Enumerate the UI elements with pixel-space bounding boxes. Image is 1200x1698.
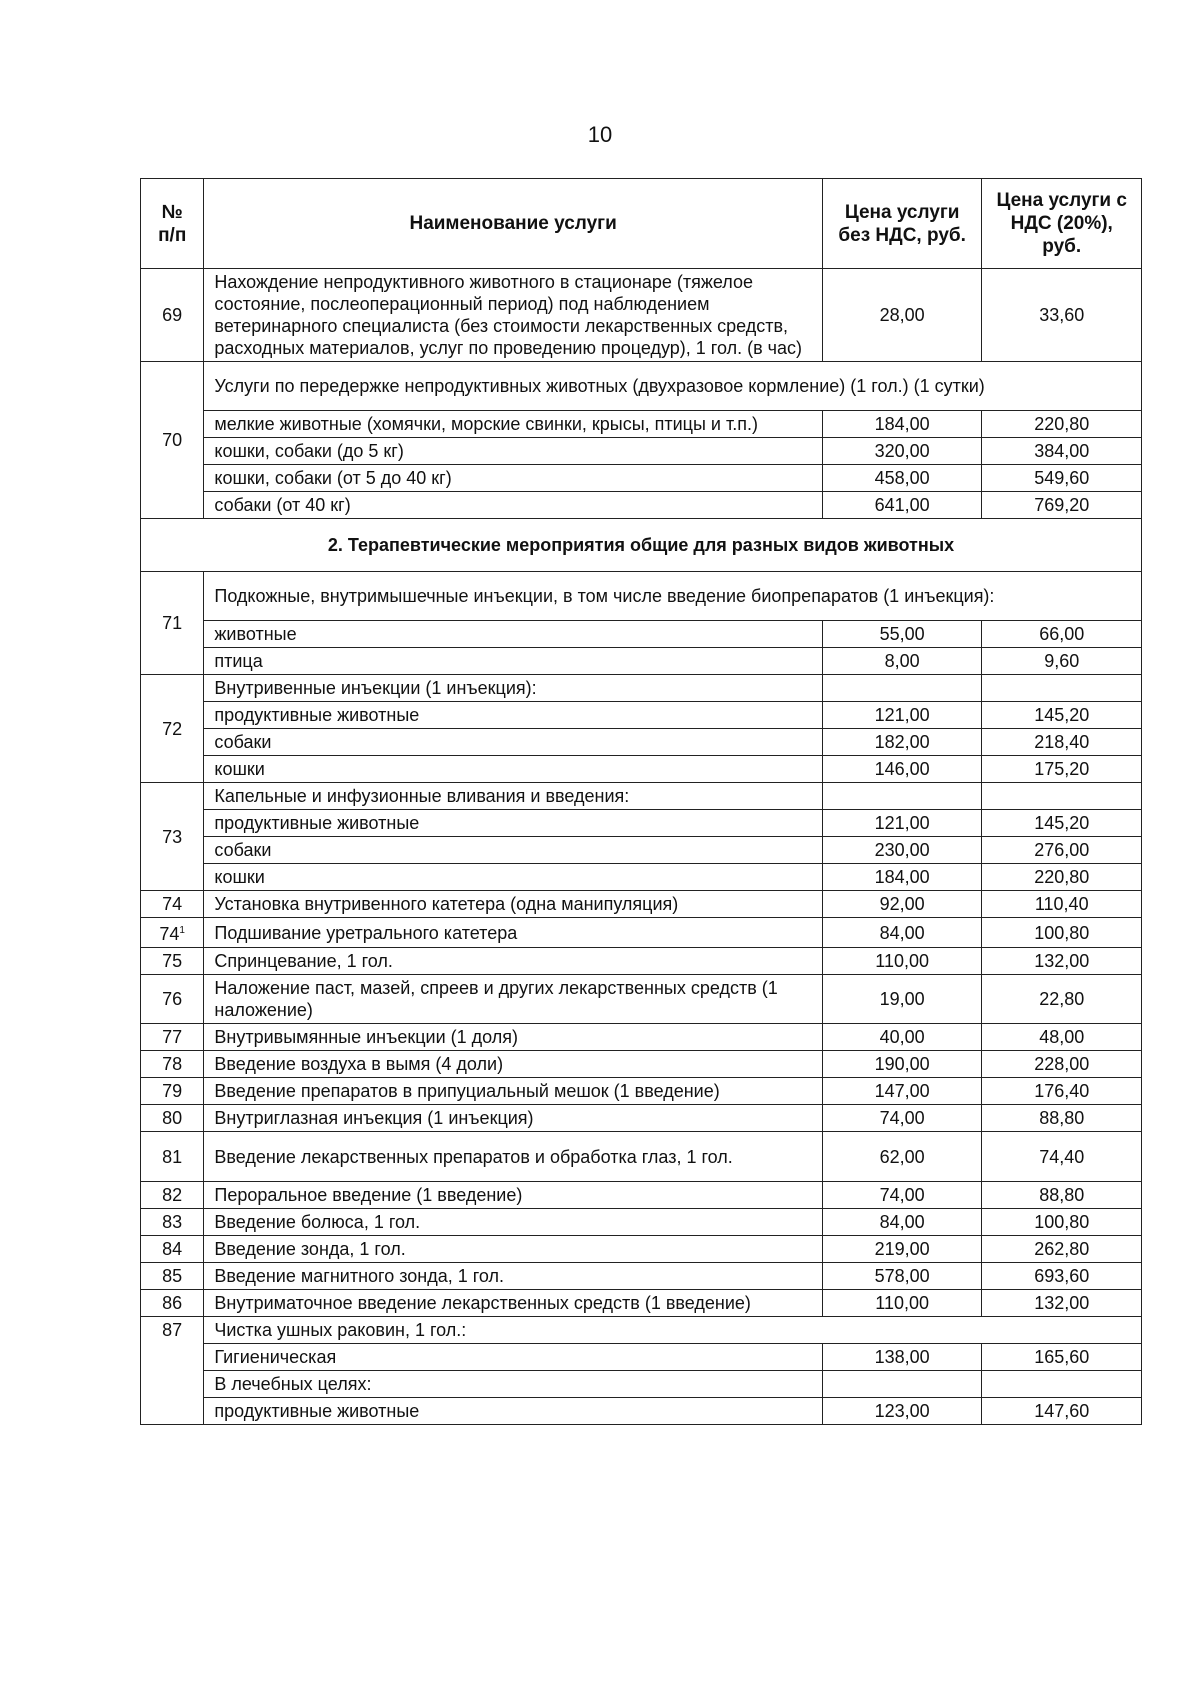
- row-name: кошки, собаки (до 5 кг): [204, 438, 823, 465]
- price-no-vat: 8,00: [822, 648, 982, 675]
- price-vat: 22,80: [982, 975, 1142, 1024]
- row-num: 74: [141, 891, 204, 918]
- table-row: [141, 1182, 1142, 1209]
- table-row: [141, 1078, 1142, 1105]
- table-row: [141, 621, 1142, 648]
- table-row: [141, 948, 1142, 975]
- price-vat: 220,80: [982, 411, 1142, 438]
- price-vat: 88,80: [982, 1105, 1142, 1132]
- row-num: 75: [141, 948, 204, 975]
- price-no-vat: 121,00: [822, 810, 982, 837]
- row-name: Внутриглазная инъекция (1 инъекция): [204, 1105, 823, 1132]
- price-vat: 693,60: [982, 1263, 1142, 1290]
- table-row: [141, 362, 1142, 411]
- price-vat: 176,40: [982, 1078, 1142, 1105]
- table-row: [141, 438, 1142, 465]
- row-num: 80: [141, 1105, 204, 1132]
- table-row: [141, 729, 1142, 756]
- price-no-vat: 110,00: [822, 1290, 982, 1317]
- table-row: [141, 411, 1142, 438]
- row-num: 72: [141, 675, 204, 783]
- price-vat: 276,00: [982, 837, 1142, 864]
- price-vat: 100,80: [982, 918, 1142, 948]
- price-no-vat: 74,00: [822, 1182, 982, 1209]
- price-vat: 110,40: [982, 891, 1142, 918]
- row-num: 85: [141, 1263, 204, 1290]
- table-row: [141, 756, 1142, 783]
- price-no-vat: 184,00: [822, 864, 982, 891]
- table-row: [141, 1024, 1142, 1051]
- table-row: [141, 1132, 1142, 1182]
- price-vat: 100,80: [982, 1209, 1142, 1236]
- row-name: продуктивные животные: [204, 1398, 823, 1425]
- empty-cell: [822, 1371, 982, 1398]
- empty-cell: [982, 675, 1142, 702]
- price-vat: 147,60: [982, 1398, 1142, 1425]
- price-vat: 175,20: [982, 756, 1142, 783]
- price-no-vat: 74,00: [822, 1105, 982, 1132]
- row-name: Введение препаратов в припуциальный мешок (1 введение): [204, 1078, 823, 1105]
- empty-cell: [982, 783, 1142, 810]
- price-no-vat: 19,00: [822, 975, 982, 1024]
- price-no-vat: 84,00: [822, 918, 982, 948]
- price-table: [140, 178, 1142, 1425]
- table-row: [141, 783, 1142, 810]
- row-num: 69: [141, 269, 204, 362]
- row-num-superscript: 1: [179, 925, 185, 936]
- table-row: [141, 918, 1142, 948]
- table-row: [141, 1236, 1142, 1263]
- table-row: [141, 572, 1142, 621]
- price-vat: 549,60: [982, 465, 1142, 492]
- price-vat: 218,40: [982, 729, 1142, 756]
- price-no-vat: 230,00: [822, 837, 982, 864]
- row-name: собаки (от 40 кг): [204, 492, 823, 519]
- header-num: № п/п: [141, 179, 204, 269]
- table-row: [141, 1317, 1142, 1344]
- row-name: Внутривымянные инъекции (1 доля): [204, 1024, 823, 1051]
- table-row: [141, 492, 1142, 519]
- section-title: 2. Терапевтические мероприятия общие для разных видов животных: [141, 519, 1142, 572]
- group-header: Внутривенные инъекции (1 инъекция):: [204, 675, 823, 702]
- row-name: Спринцевание, 1 гол.: [204, 948, 823, 975]
- row-num: 87: [141, 1317, 204, 1425]
- table-row: [141, 837, 1142, 864]
- table-row: [141, 702, 1142, 729]
- row-name: Введение воздуха в вымя (4 доли): [204, 1051, 823, 1078]
- row-name: собаки: [204, 729, 823, 756]
- row-num: 77: [141, 1024, 204, 1051]
- row-name: кошки, собаки (от 5 до 40 кг): [204, 465, 823, 492]
- row-name: Введение зонда, 1 гол.: [204, 1236, 823, 1263]
- table-row: [141, 1371, 1142, 1398]
- price-no-vat: 147,00: [822, 1078, 982, 1105]
- row-num: 70: [141, 362, 204, 519]
- table-row: [141, 465, 1142, 492]
- group-header: В лечебных целях:: [204, 1371, 823, 1398]
- empty-cell: [822, 675, 982, 702]
- header-price-no-vat: Цена услуги без НДС, руб.: [822, 179, 982, 269]
- row-num: 71: [141, 572, 204, 675]
- price-no-vat: 138,00: [822, 1344, 982, 1371]
- price-no-vat: 641,00: [822, 492, 982, 519]
- group-header: Подкожные, внутримышечные инъекции, в том числе введение биопрепаратов (1 инъекция):: [204, 572, 1142, 621]
- table-row: [141, 1344, 1142, 1371]
- price-no-vat: 146,00: [822, 756, 982, 783]
- page-number: 10: [587, 122, 613, 147]
- price-no-vat: 219,00: [822, 1236, 982, 1263]
- section-row: [141, 519, 1142, 572]
- row-num: 86: [141, 1290, 204, 1317]
- row-num: 73: [141, 783, 204, 891]
- row-num-main: 74: [159, 924, 180, 944]
- row-num: 83: [141, 1209, 204, 1236]
- price-no-vat: 62,00: [822, 1132, 982, 1182]
- price-no-vat: 190,00: [822, 1051, 982, 1078]
- price-no-vat: 320,00: [822, 438, 982, 465]
- price-vat: 769,20: [982, 492, 1142, 519]
- row-num: 79: [141, 1078, 204, 1105]
- row-num: 78: [141, 1051, 204, 1078]
- empty-cell: [822, 783, 982, 810]
- group-header: Чистка ушных раковин, 1 гол.:: [204, 1317, 1142, 1344]
- price-no-vat: 110,00: [822, 948, 982, 975]
- row-name: животные: [204, 621, 823, 648]
- table-row: [141, 648, 1142, 675]
- empty-cell: [982, 1371, 1142, 1398]
- row-name: птица: [204, 648, 823, 675]
- table-row: [141, 269, 1142, 362]
- price-vat: 74,40: [982, 1132, 1142, 1182]
- price-vat: 33,60: [982, 269, 1142, 362]
- table-row: [141, 1398, 1142, 1425]
- table-header-row: [141, 179, 1142, 269]
- row-name: Введение лекарственных препаратов и обработка глаз, 1 гол.: [204, 1132, 823, 1182]
- row-name: продуктивные животные: [204, 810, 823, 837]
- row-name: Нахождение непродуктивного животного в стационаре (тяжелое состояние, послеоперационный период) под наблюдением ветеринарного специалиста (без стоимости лекарственных средств, расходных материалов, услуг по проведению процедур), 1 гол. (в час): [204, 269, 823, 362]
- price-vat: 132,00: [982, 948, 1142, 975]
- row-name: кошки: [204, 756, 823, 783]
- group-header: Капельные и инфузионные вливания и введения:: [204, 783, 823, 810]
- row-num: 84: [141, 1236, 204, 1263]
- price-no-vat: 184,00: [822, 411, 982, 438]
- table-row: [141, 975, 1142, 1024]
- row-name: мелкие животные (хомячки, морские свинки, крысы, птицы и т.п.): [204, 411, 823, 438]
- row-num: [141, 918, 204, 948]
- price-vat: 262,80: [982, 1236, 1142, 1263]
- row-name: Подшивание уретрального катетера: [204, 918, 823, 948]
- row-name: собаки: [204, 837, 823, 864]
- price-no-vat: 55,00: [822, 621, 982, 648]
- row-num: 76: [141, 975, 204, 1024]
- row-name: продуктивные животные: [204, 702, 823, 729]
- row-name: Установка внутривенного катетера (одна манипуляция): [204, 891, 823, 918]
- price-vat: 9,60: [982, 648, 1142, 675]
- table-row: [141, 810, 1142, 837]
- price-no-vat: 182,00: [822, 729, 982, 756]
- row-name: Внутриматочное введение лекарственных средств (1 введение): [204, 1290, 823, 1317]
- price-vat: 88,80: [982, 1182, 1142, 1209]
- price-no-vat: 123,00: [822, 1398, 982, 1425]
- row-num: 82: [141, 1182, 204, 1209]
- table-row: [141, 1209, 1142, 1236]
- table-row: [141, 864, 1142, 891]
- price-no-vat: 578,00: [822, 1263, 982, 1290]
- price-vat: 228,00: [982, 1051, 1142, 1078]
- table-row: [141, 1263, 1142, 1290]
- header-name: Наименование услуги: [204, 179, 823, 269]
- table-row: [141, 1051, 1142, 1078]
- header-price-vat: Цена услуги с НДС (20%), руб.: [982, 179, 1142, 269]
- table-row: [141, 891, 1142, 918]
- table-row: [141, 675, 1142, 702]
- price-vat: 165,60: [982, 1344, 1142, 1371]
- price-no-vat: 92,00: [822, 891, 982, 918]
- price-vat: 145,20: [982, 810, 1142, 837]
- price-vat: 220,80: [982, 864, 1142, 891]
- row-name: Введение болюса, 1 гол.: [204, 1209, 823, 1236]
- row-name: Гигиеническая: [204, 1344, 823, 1371]
- row-name: кошки: [204, 864, 823, 891]
- price-vat: 145,20: [982, 702, 1142, 729]
- price-vat: 132,00: [982, 1290, 1142, 1317]
- table-row: [141, 1105, 1142, 1132]
- price-vat: 66,00: [982, 621, 1142, 648]
- price-no-vat: 40,00: [822, 1024, 982, 1051]
- row-name: Введение магнитного зонда, 1 гол.: [204, 1263, 823, 1290]
- price-no-vat: 121,00: [822, 702, 982, 729]
- group-header: Услуги по передержке непродуктивных животных (двухразовое кормление) (1 гол.) (1 сутки): [204, 362, 1142, 411]
- price-no-vat: 458,00: [822, 465, 982, 492]
- price-vat: 384,00: [982, 438, 1142, 465]
- price-no-vat: 28,00: [822, 269, 982, 362]
- table-row: [141, 1290, 1142, 1317]
- row-name: Наложение паст, мазей, спреев и других лекарственных средств (1 наложение): [204, 975, 823, 1024]
- row-num: 81: [141, 1132, 204, 1182]
- price-no-vat: 84,00: [822, 1209, 982, 1236]
- price-vat: 48,00: [982, 1024, 1142, 1051]
- row-name: Пероральное введение (1 введение): [204, 1182, 823, 1209]
